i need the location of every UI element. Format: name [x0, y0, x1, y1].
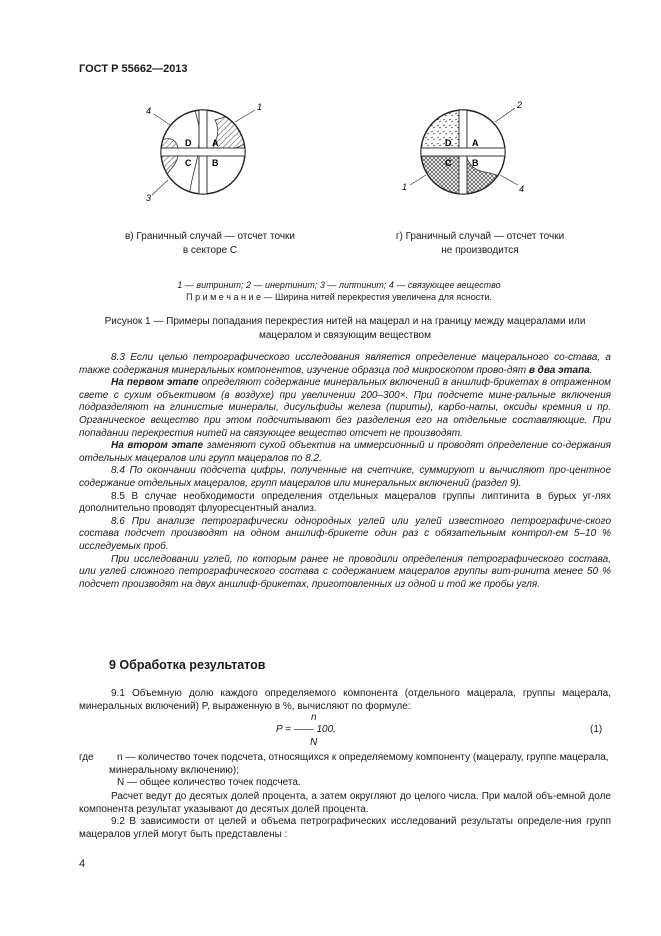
- callout-3: 3: [146, 193, 152, 203]
- figure-title: Рисунок 1 — Примеры попадания перекрестия нитей на мацерал и на границу между мацералами или мацералом и связующим веществом: [104, 316, 586, 341]
- figure-legend: [79, 279, 599, 303]
- sector-label-c: C: [185, 158, 192, 168]
- paragraph-8-6: 8.6 При анализе петрографически однородных углей или углей известного петрографиче-ского состава подсчет производят на одном аншлиф-брикете один раз с обязательным контрол-ем 5–10 % исследуемых проб.: [79, 515, 611, 552]
- legend-text: 1 — витринит; 2 — инертинит; 3 — липтинит; 4 — связующее вещество: [177, 280, 501, 290]
- document-code: ГОСТ Р 55662—2013: [79, 63, 188, 75]
- definition-n: n — количество точек подсчета, относящихся к определяемому компоненту (мацералу, группе мацерала, минеральному включению);: [109, 752, 609, 776]
- paragraph-8-3: 8.3 Если целью петрографического исследования является определение мацерального со-става, а также содержания минеральных компонентов, изучение образца под микроскопом прово-дят в два этапа.: [79, 352, 611, 376]
- crosshair-horizontal: [421, 148, 505, 156]
- sector-label-a: A: [212, 138, 219, 148]
- sector-label-d: D: [185, 138, 192, 148]
- liptinite-region: [160, 139, 178, 180]
- paragraph-calc: Расчет ведут до десятых долей процента, а затем округляют до целого числа. При малой объ-емной доле компонента результат указывают до десятых долей процента.: [79, 791, 611, 815]
- section-8-text: [79, 352, 611, 591]
- figure-left-caption: в) Граничный случай — отсчет точки в секторе С: [124, 231, 295, 256]
- sector-label-b: B: [212, 158, 219, 168]
- figure-right-caption: г) Граничный случай — отсчет точки не производится: [395, 231, 565, 256]
- callout-4: 4: [146, 106, 152, 116]
- paragraph-8-6b: При исследовании углей, по которым ранее не проводили определения петрографического состава, или углей сложного петрографического состава с содержанием мацералов группы вит-ринита менее 50 % подсчет производят на двух аншлиф-брикетах, приготовленных из одной и той же пробы угля.: [79, 553, 611, 590]
- sector-label-c: C: [445, 158, 452, 168]
- formula: P = —— 100,: [276, 724, 336, 735]
- formula-numerator: n: [311, 712, 317, 723]
- figure-note: П р и м е ч а н и е — Ширина нитей перекрестия увеличена для ясности.: [186, 292, 492, 302]
- section-9-text: [79, 688, 611, 713]
- sector-label-a: A: [472, 138, 479, 148]
- definition-N: N — общее количество точек подсчета.: [117, 777, 301, 789]
- sector-label-d: D: [445, 138, 452, 148]
- paragraph-second-stage: На втором этапе заменяют сухой объектив на иммерсионный и проводят определение со-держания отдельных мацералов или групп мацералов по 8.2.: [79, 440, 611, 464]
- paragraph-8-5: 8.5 В случае необходимости определения отдельных мацералов группы липтинита в бурых уг-лях дополнительно проводят флуоресцентный анализ.: [79, 490, 611, 515]
- paragraph-first-stage: На первом этапе определяют содержание минеральных включений в аншлиф-брикетах в отраженном свете с сухим объективом (в воздухе) при увеличении 200–300×. При подсчете мине-ральные включения подразделяют на глинистые минералы, дисульфиды железа (пириты), карбо-наты, оксиды кремния и пр. Органическое вещество при этом подсчитывают без разделения его на отдельные составляющие. При попадании перекрестия нитей на связующее вещество отсчет не производят.: [79, 377, 611, 439]
- formula-number: (1): [590, 724, 603, 735]
- sector-label-b: B: [472, 158, 479, 168]
- figure-left-diagram: [140, 100, 270, 210]
- formula-denominator: N: [310, 737, 318, 748]
- figure-right-diagram: [400, 100, 530, 210]
- crosshair-horizontal: [161, 148, 245, 156]
- callout-1: 1: [402, 182, 408, 192]
- section-9-continued: [79, 791, 611, 841]
- callout-4: 4: [519, 184, 525, 194]
- where-label: где: [79, 752, 94, 763]
- where-definitions: [109, 752, 611, 790]
- vitrinite-region: [214, 110, 248, 152]
- callout-1: 1: [257, 102, 263, 112]
- page-number: 4: [79, 858, 86, 870]
- paragraph-9-1: 9.1 Объемную долю каждого определяемого компонента (отдельного мацерала, группы мацерала, минеральных включений) P, выраженную в %, вычисляют по формуле:: [79, 688, 611, 712]
- paragraph-9-2: 9.2 В зависимости от целей и объема петрографических исследований результаты определе-ния групп мацералов углей могут быть представлены :: [79, 816, 611, 840]
- section-9-heading: 9 Обработка результатов: [109, 658, 266, 672]
- callout-2: 2: [517, 100, 523, 110]
- paragraph-8-4: 8.4 По окончании подсчета цифры, полученные на счетчике, суммируют и вычисляют про-центное содержание отдельных мацералов, групп мацералов или минеральных включений (раздел 9).: [79, 465, 611, 489]
